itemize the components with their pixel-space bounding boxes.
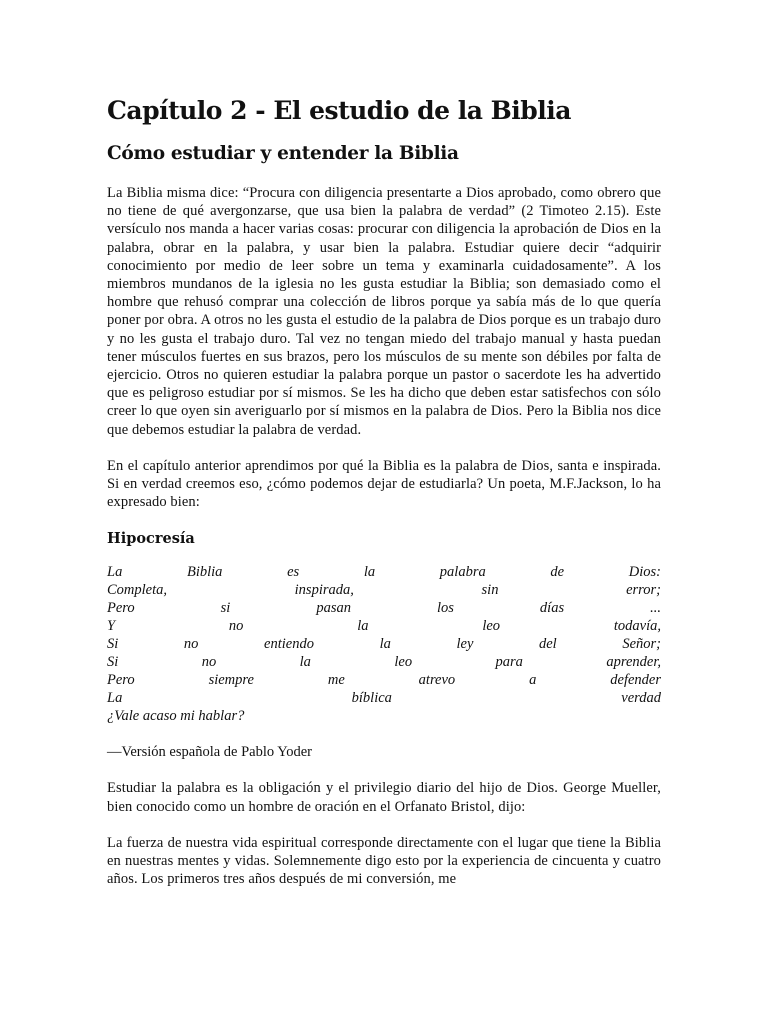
poem-heading: Hipocresía (107, 530, 195, 548)
body-paragraph: La fuerza de nuestra vida espiritual corresponde directamente con el lugar que tiene la Biblia en nuestras mentes y vidas. Solemnemente digo esto por la experiencia de cincuenta y cuatro años. Los primeros tres años después de mi conversión, me (107, 834, 661, 888)
poem-line: La Biblia es la palabra de Dios: (107, 564, 661, 581)
document-page (107, 96, 661, 906)
poem-line: La bíblica verdad (107, 690, 661, 707)
poem-line: Si no entiendo la ley del Señor; (107, 636, 661, 653)
section-subtitle: Cómo estudiar y entender la Biblia (107, 143, 459, 164)
body-paragraph: En el capítulo anterior aprendimos por qué la Biblia es la palabra de Dios, santa e inspirada. Si en verdad creemos eso, ¿cómo podemos dejar de estudiarla? Un poeta, M.F.Jackson, lo ha expresado bien: (107, 457, 661, 511)
poem-line: Y no la leo todavía, (107, 618, 661, 635)
poem-block (107, 563, 661, 725)
poem-attribution: —Versión española de Pablo Yoder (107, 744, 312, 761)
poem-line: ¿Vale acaso mi hablar? (107, 708, 245, 725)
body-paragraph: La Biblia misma dice: “Procura con diligencia presentarte a Dios aprobado, como obrero que no tiene de qué avergonzarse, que usa bien la palabra de verdad” (2 Timoteo 2.15). Este versículo nos manda a hacer varias cosas: procurar con diligencia la aprobación de Dios en la palabra, obrar en la palabra, y usar bien la palabra. Estudiar quiere decir “adquirir conocimiento por medio de leer sobre un tema y examinarla cuidadosamente”. A los miembros mundanos de la iglesia no les gusta estudiar la Biblia; son demasiado como el hombre que rehusó comprar una colección de libros porque ya sabía más de lo que quería poner por obra. A otros no les gusta el estudio de la palabra de Dios porque es un trabajo duro y no les gusta el trabajo duro. Tal vez no tengan miedo del trabajo manual y hasta puedan tener músculos fuertes en sus brazos, pero los músculos de su mente son débiles por falta de ejercicio. Otros no quieren estudiar la palabra porque un pastor o sacerdote les ha advertido que es peligroso estudiar por sí mismos. Se les ha dicho que deben estar satisfechos con sólo creer lo que oyen sin averiguarlo por sí mismos en la palabra de Dios. Pero la Biblia nos dice que debemos estudiar la palabra de verdad. (107, 185, 661, 438)
poem-line: Pero siempre me atrevo a defender (107, 672, 661, 689)
poem-line: Pero si pasan los días ... (107, 600, 661, 617)
poem-line: Si no la leo para aprender, (107, 654, 661, 671)
poem-line: Completa, inspirada, sin error; (107, 582, 661, 599)
chapter-title: Capítulo 2 - El estudio de la Biblia (107, 96, 571, 125)
body-paragraph: Estudiar la palabra es la obligación y el privilegio diario del hijo de Dios. George Mueller, bien conocido como un hombre de oración en el Orfanato Bristol, dijo: (107, 780, 661, 815)
